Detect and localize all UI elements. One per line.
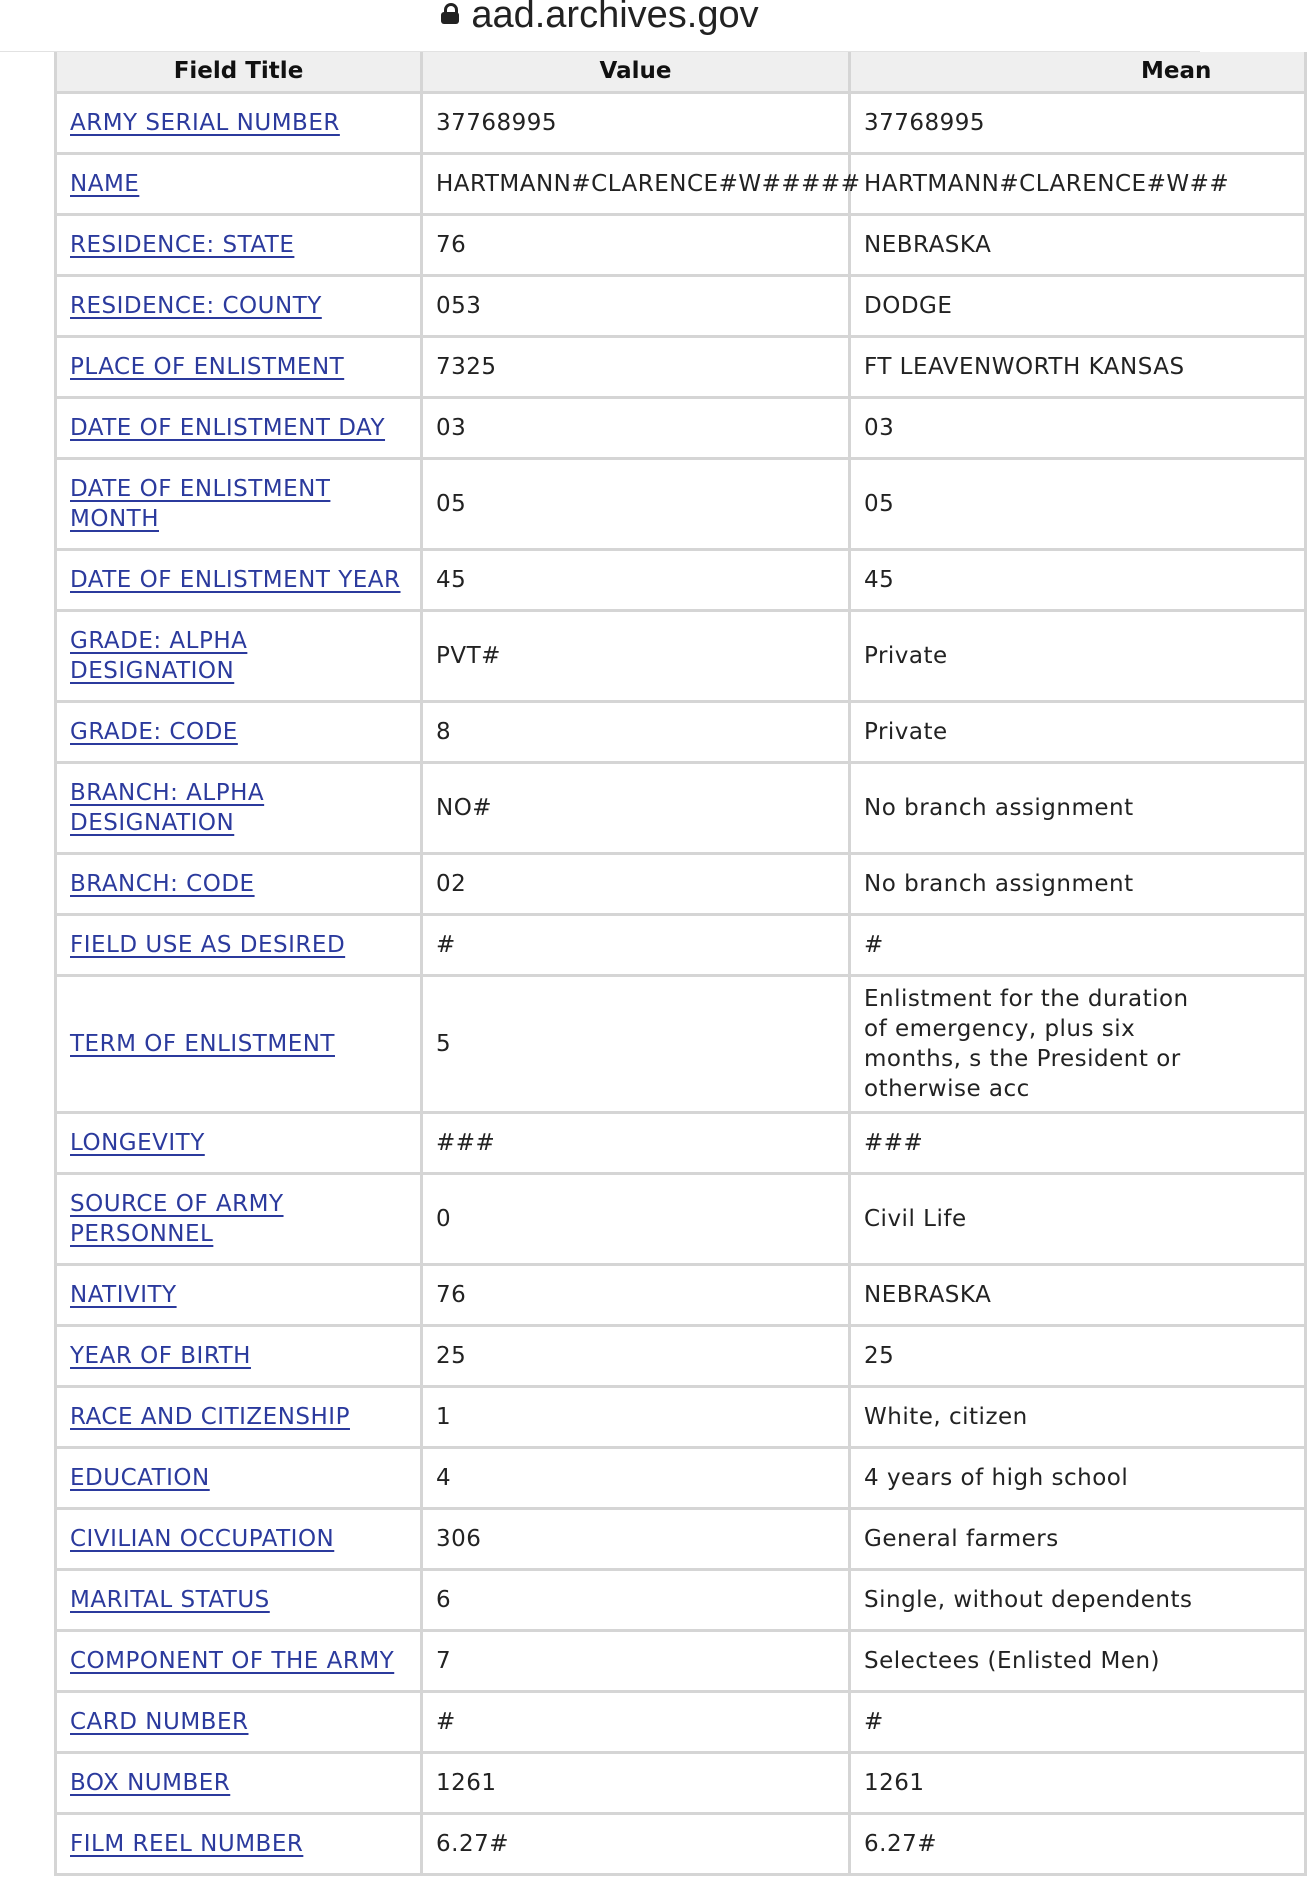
field-title-cell [56, 701, 422, 762]
table-row [56, 1173, 1306, 1264]
field-title-link[interactable]: TERM OF ENLISTMENT [70, 1030, 335, 1057]
field-title-cell [56, 1112, 422, 1173]
field-title-cell [56, 92, 422, 153]
field-title-cell [56, 1630, 422, 1691]
field-title-cell [56, 1691, 422, 1752]
field-title-cell [56, 975, 422, 1112]
browser-address-bar[interactable] [0, 0, 1200, 52]
field-title-link[interactable]: DATE OF ENLISTMENT YEAR [70, 566, 401, 593]
table-row [56, 762, 1306, 853]
meaning-cell [850, 975, 1306, 1112]
value-cell: 37768995 [422, 92, 850, 153]
value-cell: ### [422, 1112, 850, 1173]
table-row [56, 458, 1306, 549]
field-title-cell [56, 1752, 422, 1813]
value-cell: 03 [422, 397, 850, 458]
meaning-cell: White, citizen [850, 1386, 1306, 1447]
table-row [56, 397, 1306, 458]
value-cell: 4 [422, 1447, 850, 1508]
field-title-link[interactable]: FILM REEL NUMBER [70, 1830, 304, 1857]
field-title-link[interactable]: CARD NUMBER [70, 1708, 249, 1735]
field-title-cell [56, 153, 422, 214]
field-title-cell [56, 275, 422, 336]
value-cell: 45 [422, 549, 850, 610]
field-title-cell [56, 1325, 422, 1386]
meaning-cell: 6.27# [850, 1813, 1306, 1874]
meaning-cell: 45 [850, 549, 1306, 610]
value-cell: # [422, 914, 850, 975]
table-row [56, 549, 1306, 610]
value-cell: # [422, 1691, 850, 1752]
table-row [56, 1630, 1306, 1691]
field-title-link[interactable]: GRADE: ALPHA DESIGNATION [70, 627, 248, 684]
meaning-cell: NEBRASKA [850, 1264, 1306, 1325]
meaning-cell: 37768995 [850, 92, 1306, 153]
field-title-link[interactable]: BRANCH: CODE [70, 870, 255, 897]
field-title-link[interactable]: CIVILIAN OCCUPATION [70, 1525, 335, 1552]
table-row [56, 1569, 1306, 1630]
meaning-cell: HARTMANN#CLARENCE#W## [850, 153, 1306, 214]
field-title-link[interactable]: DATE OF ENLISTMENT DAY [70, 414, 386, 441]
meaning-cell: No branch assignment [850, 762, 1306, 853]
meaning-cell: Private [850, 610, 1306, 701]
meaning-cell: No branch assignment [850, 853, 1306, 914]
meaning-cell: FT LEAVENWORTH KANSAS [850, 336, 1306, 397]
value-cell: 0 [422, 1173, 850, 1264]
field-title-cell [56, 1508, 422, 1569]
meaning-cell: # [850, 914, 1306, 975]
table-row [56, 610, 1306, 701]
field-title-cell [56, 853, 422, 914]
meaning-cell: ### [850, 1112, 1306, 1173]
meaning-cell: General farmers [850, 1508, 1306, 1569]
field-title-link[interactable]: EDUCATION [70, 1464, 210, 1491]
field-title-cell [56, 1813, 422, 1874]
table-row [56, 1264, 1306, 1325]
header-field-title: Field Title [56, 52, 422, 92]
table-row [56, 153, 1306, 214]
table-row [56, 92, 1306, 153]
field-title-link[interactable]: PLACE OF ENLISTMENT [70, 353, 345, 380]
field-title-cell [56, 397, 422, 458]
field-title-cell [56, 914, 422, 975]
field-title-cell [56, 762, 422, 853]
value-cell: 02 [422, 853, 850, 914]
table-row [56, 1325, 1306, 1386]
record-table [54, 52, 1307, 1876]
table-row [56, 336, 1306, 397]
table-row [56, 1813, 1306, 1874]
meaning-cell: 4 years of high school [850, 1447, 1306, 1508]
field-title-cell [56, 549, 422, 610]
table-row [56, 1447, 1306, 1508]
table-row [56, 1691, 1306, 1752]
value-cell: 8 [422, 701, 850, 762]
field-title-link[interactable]: SOURCE OF ARMY PERSONNEL [70, 1190, 284, 1247]
value-cell: 25 [422, 1325, 850, 1386]
url-text: aad.archives.gov [471, 0, 759, 36]
table-row [56, 853, 1306, 914]
field-title-link[interactable]: DATE OF ENLISTMENT MONTH [70, 475, 331, 532]
header-value: Value [422, 52, 850, 92]
header-meaning: Mean [850, 52, 1306, 92]
meaning-cell: # [850, 1691, 1306, 1752]
field-title-cell [56, 1386, 422, 1447]
meaning-cell: 05 [850, 458, 1306, 549]
meaning-cell: 1261 [850, 1752, 1306, 1813]
field-title-link[interactable]: RESIDENCE: STATE [70, 231, 295, 258]
value-cell: 1261 [422, 1752, 850, 1813]
value-cell: HARTMANN#CLARENCE#W##### [422, 153, 850, 214]
value-cell: 6 [422, 1569, 850, 1630]
field-title-link[interactable]: MARITAL STATUS [70, 1586, 270, 1613]
field-title-link[interactable]: NAME [70, 170, 140, 197]
field-title-cell [56, 458, 422, 549]
value-cell: 05 [422, 458, 850, 549]
value-cell: 053 [422, 275, 850, 336]
field-title-link[interactable]: RESIDENCE: COUNTY [70, 292, 322, 319]
value-cell: NO# [422, 762, 850, 853]
field-title-cell [56, 214, 422, 275]
field-title-cell [56, 1173, 422, 1264]
value-cell: 76 [422, 214, 850, 275]
field-title-link[interactable]: YEAR OF BIRTH [70, 1342, 251, 1369]
value-cell: 5 [422, 975, 850, 1112]
field-title-link[interactable]: GRADE: CODE [70, 718, 238, 745]
table-header-row [56, 52, 1306, 92]
value-cell: PVT# [422, 610, 850, 701]
field-title-cell [56, 1447, 422, 1508]
field-title-link[interactable]: BRANCH: ALPHA DESIGNATION [70, 779, 265, 836]
field-title-link[interactable]: COMPONENT OF THE ARMY [70, 1647, 395, 1674]
meaning-cell: DODGE [850, 275, 1306, 336]
field-title-link[interactable]: RACE AND CITIZENSHIP [70, 1403, 350, 1430]
table-row [56, 701, 1306, 762]
meaning-text: Enlistment for the duration of emergency, plus six months, s the President or otherwise acc [864, 985, 1189, 1102]
table-row [56, 275, 1306, 336]
meaning-cell: NEBRASKA [850, 214, 1306, 275]
meaning-cell: Civil Life [850, 1173, 1306, 1264]
table-row [56, 214, 1306, 275]
field-title-link[interactable]: BOX NUMBER [70, 1769, 231, 1796]
table-row [56, 1752, 1306, 1813]
table-row [56, 914, 1306, 975]
value-cell: 1 [422, 1386, 850, 1447]
table-row [56, 1508, 1306, 1569]
meaning-cell: Single, without dependents [850, 1569, 1306, 1630]
field-title-cell [56, 1264, 422, 1325]
table-row [56, 1386, 1306, 1447]
field-title-link[interactable]: LONGEVITY [70, 1129, 205, 1156]
value-cell: 6.27# [422, 1813, 850, 1874]
field-title-cell [56, 610, 422, 701]
field-title-link[interactable]: NATIVITY [70, 1281, 177, 1308]
field-title-cell [56, 1569, 422, 1630]
value-cell: 76 [422, 1264, 850, 1325]
field-title-link[interactable]: FIELD USE AS DESIRED [70, 931, 346, 958]
field-title-cell [56, 336, 422, 397]
value-cell: 7 [422, 1630, 850, 1691]
value-cell: 7325 [422, 336, 850, 397]
value-cell: 306 [422, 1508, 850, 1569]
record-table-container [54, 52, 1230, 1862]
meaning-cell: Selectees (Enlisted Men) [850, 1630, 1306, 1691]
meaning-cell: Private [850, 701, 1306, 762]
lock-icon [441, 3, 459, 23]
meaning-cell: 03 [850, 397, 1306, 458]
meaning-cell: 25 [850, 1325, 1306, 1386]
table-row [56, 975, 1306, 1112]
table-row [56, 1112, 1306, 1173]
field-title-link[interactable]: ARMY SERIAL NUMBER [70, 109, 340, 136]
